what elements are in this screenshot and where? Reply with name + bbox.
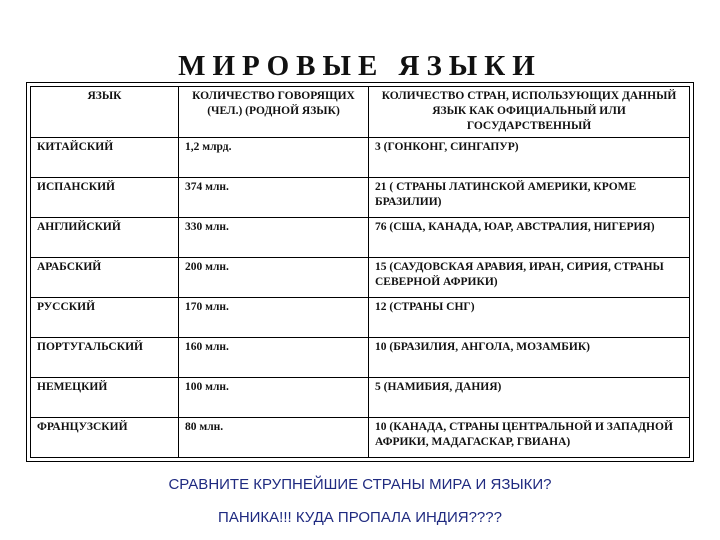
cell-countries: 10 (КАНАДА, СТРАНЫ ЦЕНТРАЛЬНОЙ И ЗАПАДНОЙ АФРИКИ, МАДАГАСКАР, ГВИАНА) <box>369 418 690 458</box>
cell-countries: 21 ( СТРАНЫ ЛАТИНСКОЙ АМЕРИКИ, КРОМЕ БРАЗИЛИИ) <box>369 178 690 218</box>
table-row <box>31 218 690 258</box>
cell-language: РУССКИЙ <box>31 298 179 338</box>
question-compare: СРАВНИТЕ КРУПНЕЙШИЕ СТРАНЫ МИРА И ЯЗЫКИ? <box>168 476 552 493</box>
cell-countries: 5 (НАМИБИЯ, ДАНИЯ) <box>369 378 690 418</box>
table-row <box>31 258 690 298</box>
cell-language: ФРАНЦУЗСКИЙ <box>31 418 179 458</box>
cell-countries: 15 (САУДОВСКАЯ АРАВИЯ, ИРАН, СИРИЯ, СТРАНЫ СЕВЕРНОЙ АФРИКИ) <box>369 258 690 298</box>
cell-speakers: 80 млн. <box>179 418 369 458</box>
cell-speakers: 330 млн. <box>179 218 369 258</box>
table-row <box>31 338 690 378</box>
languages-table-frame <box>26 82 694 462</box>
cell-speakers: 160 млн. <box>179 338 369 378</box>
table-row <box>31 178 690 218</box>
header-countries: КОЛИЧЕСТВО СТРАН, ИСПОЛЬЗУЮЩИХ ДАННЫЙ ЯЗЫК КАК ОФИЦИАЛЬНЫЙ ИЛИ ГОСУДАРСТВЕННЫЙ <box>369 87 690 138</box>
table-row <box>31 378 690 418</box>
cell-language: ИСПАНСКИЙ <box>31 178 179 218</box>
cell-speakers: 1,2 млрд. <box>179 138 369 178</box>
cell-countries: 76 (США, КАНАДА, ЮАР, АВСТРАЛИЯ, НИГЕРИЯ) <box>369 218 690 258</box>
cell-language: НЕМЕЦКИЙ <box>31 378 179 418</box>
cell-language: ПОРТУГАЛЬСКИЙ <box>31 338 179 378</box>
cell-language: АНГЛИЙСКИЙ <box>31 218 179 258</box>
table-row <box>31 418 690 458</box>
table-row <box>31 298 690 338</box>
cell-speakers: 100 млн. <box>179 378 369 418</box>
cell-countries: 10 (БРАЗИЛИЯ, АНГОЛА, МОЗАМБИК) <box>369 338 690 378</box>
languages-table <box>30 86 690 458</box>
question-india: ПАНИКА!!! КУДА ПРОПАЛА ИНДИЯ???? <box>218 509 502 526</box>
header-speakers: КОЛИЧЕСТВО ГОВОРЯЩИХ (ЧЕЛ.) (РОДНОЙ ЯЗЫК) <box>179 87 369 138</box>
cell-speakers: 200 млн. <box>179 258 369 298</box>
cell-language: КИТАЙСКИЙ <box>31 138 179 178</box>
cell-speakers: 374 млн. <box>179 178 369 218</box>
cell-countries: 12 (СТРАНЫ СНГ) <box>369 298 690 338</box>
page-title: МИРОВЫЕ ЯЗЫКИ <box>178 50 542 82</box>
header-language: ЯЗЫК <box>31 87 179 138</box>
cell-language: АРАБСКИЙ <box>31 258 179 298</box>
cell-speakers: 170 млн. <box>179 298 369 338</box>
table-row <box>31 138 690 178</box>
cell-countries: 3 (ГОНКОНГ, СИНГАПУР) <box>369 138 690 178</box>
table-header-row <box>31 87 690 138</box>
